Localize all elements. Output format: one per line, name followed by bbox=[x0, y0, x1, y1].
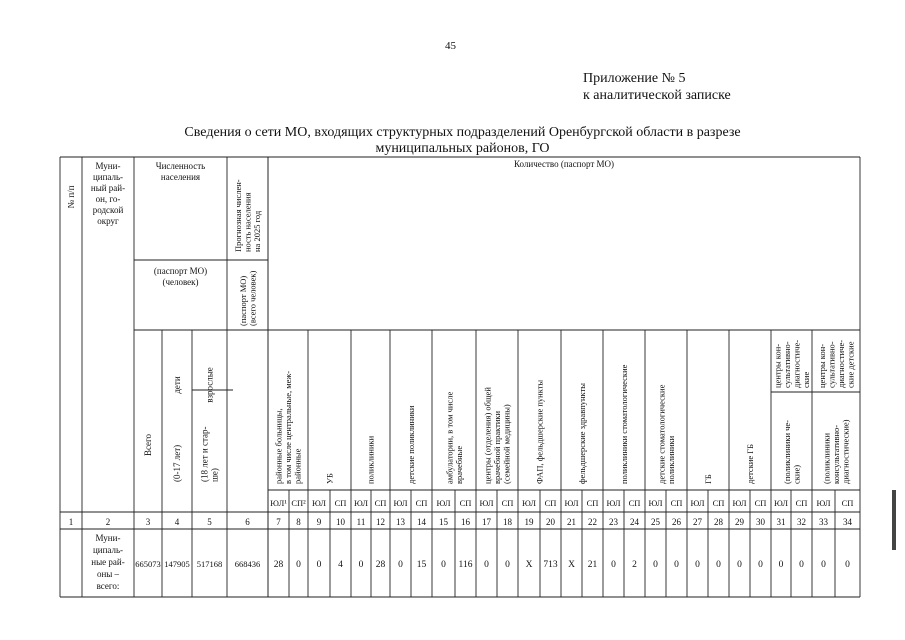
column-number: 6 bbox=[245, 517, 250, 527]
table-cell: 0 bbox=[398, 560, 403, 570]
table-cell: 0 bbox=[799, 560, 804, 570]
header-facility-type: сультативно- bbox=[826, 341, 837, 388]
header-sublabel: ЮЛ bbox=[690, 498, 705, 508]
header-quantity: Количество (паспорт МО) bbox=[513, 159, 615, 169]
header-district: округ bbox=[97, 216, 119, 226]
table-cell: 4 bbox=[338, 560, 343, 570]
title-line-2: муниципальных районов, ГО bbox=[375, 141, 550, 156]
column-number: 15 bbox=[439, 517, 448, 527]
column-number: 13 bbox=[396, 517, 405, 527]
header-facility-type: районные больницы, bbox=[273, 408, 284, 484]
page-number: 45 bbox=[445, 40, 456, 52]
header-facility-type: ГБ bbox=[703, 474, 713, 484]
header-district: ципаль- bbox=[92, 172, 124, 182]
row-district-name: ципаль- bbox=[92, 545, 124, 555]
header-sublabel: ЮЛ¹ bbox=[270, 498, 287, 508]
column-number: 23 bbox=[609, 517, 618, 527]
header-district: он, го- bbox=[95, 194, 121, 204]
header-forecast-passport: (паспорт МО) bbox=[237, 275, 248, 326]
table-cell: 0 bbox=[358, 560, 364, 570]
header-forecast-passport: (всего человек) bbox=[247, 270, 258, 326]
appendix-line-1: Приложение № 5 bbox=[583, 71, 686, 86]
column-number: 21 bbox=[567, 517, 576, 527]
header-facility-type: ские детские bbox=[845, 341, 856, 388]
header-facility-type: детские ГБ bbox=[745, 443, 755, 484]
header-sublabel: ЮЛ bbox=[564, 498, 579, 508]
header-facility-type: детские стоматологические bbox=[656, 384, 667, 484]
table-cell: 0 bbox=[674, 560, 679, 570]
header-facility-note: диагностические) bbox=[840, 419, 851, 484]
table-cell: Х bbox=[525, 560, 533, 570]
table-cell: 713 bbox=[543, 560, 558, 570]
column-number: 18 bbox=[503, 517, 512, 527]
column-number: 31 bbox=[776, 517, 786, 527]
header-sublabel: СП bbox=[415, 498, 428, 508]
header-total: Всего bbox=[143, 433, 153, 457]
column-number: 14 bbox=[417, 517, 426, 527]
table-cell: 0 bbox=[758, 560, 763, 570]
row-district-name: ные рай- bbox=[91, 557, 125, 567]
table-cell: 0 bbox=[484, 560, 489, 570]
column-number: 19 bbox=[524, 517, 534, 527]
column-number: 17 bbox=[482, 517, 491, 527]
column-number: 25 bbox=[651, 517, 660, 527]
header-facility-note: (поликлиники че- bbox=[781, 419, 792, 484]
header-facility-note: ские) bbox=[791, 464, 802, 484]
column-number: 24 bbox=[630, 517, 639, 527]
header-facility-type: ФАП, фельдшерские пункты bbox=[534, 379, 545, 484]
column-number: 30 bbox=[756, 517, 765, 527]
header-adults: взрослые bbox=[204, 367, 215, 403]
header-sublabel: СП bbox=[334, 498, 347, 508]
table-cell: 21 bbox=[587, 560, 598, 570]
column-number: 8 bbox=[296, 517, 301, 527]
table-cell: 0 bbox=[695, 560, 700, 570]
header-facility-type: амбулатории, в том числе bbox=[444, 391, 455, 484]
header-sublabel: СП bbox=[795, 498, 808, 508]
header-facility-type: поликлиники bbox=[665, 435, 676, 484]
header-sublabel: ЮЛ bbox=[353, 498, 369, 508]
column-number: 32 bbox=[797, 517, 806, 527]
header-facility-type: сультативно- bbox=[781, 341, 792, 388]
column-number: 1 bbox=[68, 517, 74, 527]
table-cell: 0 bbox=[778, 560, 784, 570]
table-cell: 15 bbox=[416, 560, 427, 570]
header-sublabel: СП bbox=[544, 498, 557, 508]
header-sublabel: СП bbox=[501, 498, 514, 508]
header-sublabel: ЮЛ bbox=[479, 498, 494, 508]
appendix-line-2: к аналитической записке bbox=[583, 88, 731, 103]
header-facility-type: врачебные bbox=[453, 445, 464, 484]
header-facility-type: ские bbox=[800, 371, 811, 388]
header-facility-note: (поликлиники bbox=[821, 432, 832, 484]
table-cell: 0 bbox=[737, 560, 742, 570]
header-forecast: Прогнозная числен- bbox=[233, 179, 243, 252]
table-cell: 0 bbox=[716, 560, 721, 570]
header-district: родской bbox=[92, 205, 124, 215]
column-number: 34 bbox=[843, 517, 852, 527]
header-facility-type: центры кон- bbox=[772, 343, 783, 388]
header-number: № п/п bbox=[66, 185, 76, 209]
header-children: дети bbox=[172, 376, 182, 394]
column-number: 20 bbox=[546, 517, 555, 527]
header-sublabel: ЮЛ bbox=[393, 498, 408, 508]
column-number: 26 bbox=[672, 517, 681, 527]
header-facility-type: районные bbox=[292, 448, 303, 484]
header-sublabel: ЮЛ bbox=[773, 498, 789, 508]
header-facility-type: диагностиче- bbox=[835, 339, 846, 388]
column-number: 10 bbox=[336, 517, 345, 527]
column-number: 33 bbox=[819, 517, 828, 527]
header-sublabel: СП bbox=[628, 498, 641, 508]
header-facility-type: детские поликлиники bbox=[406, 405, 416, 484]
table-cell: 0 bbox=[845, 560, 850, 570]
header-sublabel: ЮЛ bbox=[521, 498, 537, 508]
table-cell: 0 bbox=[316, 560, 322, 570]
column-number: 28 bbox=[714, 517, 723, 527]
table-cell: 116 bbox=[458, 560, 473, 570]
header-facility-type: фельдшерские здравпункты bbox=[577, 383, 587, 484]
table-cell: Х bbox=[568, 560, 575, 570]
header-forecast: на 2025 год bbox=[252, 210, 262, 252]
header-district: ный рай- bbox=[90, 183, 126, 193]
header-sublabel: СП bbox=[459, 498, 472, 508]
header-facility-type: диагностиче- bbox=[791, 339, 802, 388]
table-cell: 0 bbox=[296, 560, 301, 570]
column-number: 16 bbox=[461, 517, 470, 527]
header-passport-people: (паспорт МО) bbox=[153, 266, 208, 276]
row-district-name: всего: bbox=[96, 581, 120, 591]
table-cell: 0 bbox=[821, 560, 826, 570]
header-facility-note: консультативно- bbox=[831, 424, 841, 484]
header-facility-type: поликлиники bbox=[365, 435, 376, 484]
table-cell: 665073 bbox=[135, 559, 161, 569]
column-number: 22 bbox=[588, 517, 597, 527]
table-cell: 28 bbox=[375, 560, 386, 570]
header-district: Муни- bbox=[95, 161, 121, 171]
header-population: населения bbox=[160, 172, 201, 182]
table-cell: 28 bbox=[273, 560, 284, 570]
header-sublabel: ЮЛ bbox=[732, 498, 747, 508]
column-number: 27 bbox=[693, 517, 702, 527]
header-sublabel: ЮЛ bbox=[648, 498, 663, 508]
table-cell: 517168 bbox=[196, 559, 223, 569]
column-number: 4 bbox=[174, 517, 180, 527]
column-number: 3 bbox=[145, 517, 151, 527]
header-facility-type: в том числе центральные, меж- bbox=[283, 370, 293, 484]
column-number: 7 bbox=[276, 517, 281, 527]
header-facility-type: центры кон- bbox=[816, 343, 827, 388]
table-cell: 668436 bbox=[234, 559, 261, 569]
header-facility-type: врачебной практики bbox=[492, 410, 502, 484]
header-sublabel: ЮЛ bbox=[436, 498, 451, 508]
table-cell: 0 bbox=[653, 560, 658, 570]
header-children-age: (0-17 лет) bbox=[172, 444, 182, 482]
table-cell: 147905 bbox=[164, 559, 190, 569]
header-facility-type: (семейной медицины) bbox=[501, 404, 512, 484]
column-number: 29 bbox=[735, 517, 744, 527]
header-facility-type: центры (отделения) общей bbox=[482, 387, 493, 484]
table-cell: 0 bbox=[441, 560, 446, 570]
header-sublabel: СП bbox=[586, 498, 599, 508]
header-sublabel: СП bbox=[754, 498, 767, 508]
header-sublabel: СП bbox=[712, 498, 725, 508]
row-district-name: оны – bbox=[96, 569, 120, 579]
header-adults-age: ше) bbox=[209, 468, 220, 482]
header-facility-type: поликлиники стоматологические bbox=[619, 364, 629, 484]
header-facility-type: УБ bbox=[324, 473, 335, 484]
header-sublabel: СП bbox=[374, 498, 387, 508]
column-number: 2 bbox=[105, 517, 111, 527]
header-sublabel: ЮЛ bbox=[311, 498, 327, 508]
header-passport-people: (человек) bbox=[162, 277, 199, 287]
header-sublabel: СП² bbox=[291, 498, 306, 508]
header-forecast: ность населения bbox=[242, 192, 253, 252]
header-sublabel: ЮЛ bbox=[606, 498, 621, 508]
table-cell: 0 bbox=[611, 560, 616, 570]
title-line-1: Сведения о сети МО, входящих структурных подразделений Оренбургской области в разрезе bbox=[184, 125, 741, 140]
header-adults-age: (18 лет и стар- bbox=[199, 426, 210, 482]
header-population: Численность bbox=[155, 161, 206, 171]
column-number: 12 bbox=[376, 517, 385, 527]
row-district-name: Муни- bbox=[95, 533, 121, 543]
table-cell: 2 bbox=[632, 560, 637, 570]
column-number: 11 bbox=[356, 517, 366, 527]
column-number: 5 bbox=[207, 517, 212, 527]
scan-edge-mark bbox=[892, 490, 896, 550]
column-number: 9 bbox=[316, 517, 322, 527]
header-sublabel: ЮЛ bbox=[816, 498, 831, 508]
table-cell: 0 bbox=[505, 560, 510, 570]
header-sublabel: СП bbox=[841, 498, 854, 508]
header-sublabel: СП bbox=[670, 498, 683, 508]
